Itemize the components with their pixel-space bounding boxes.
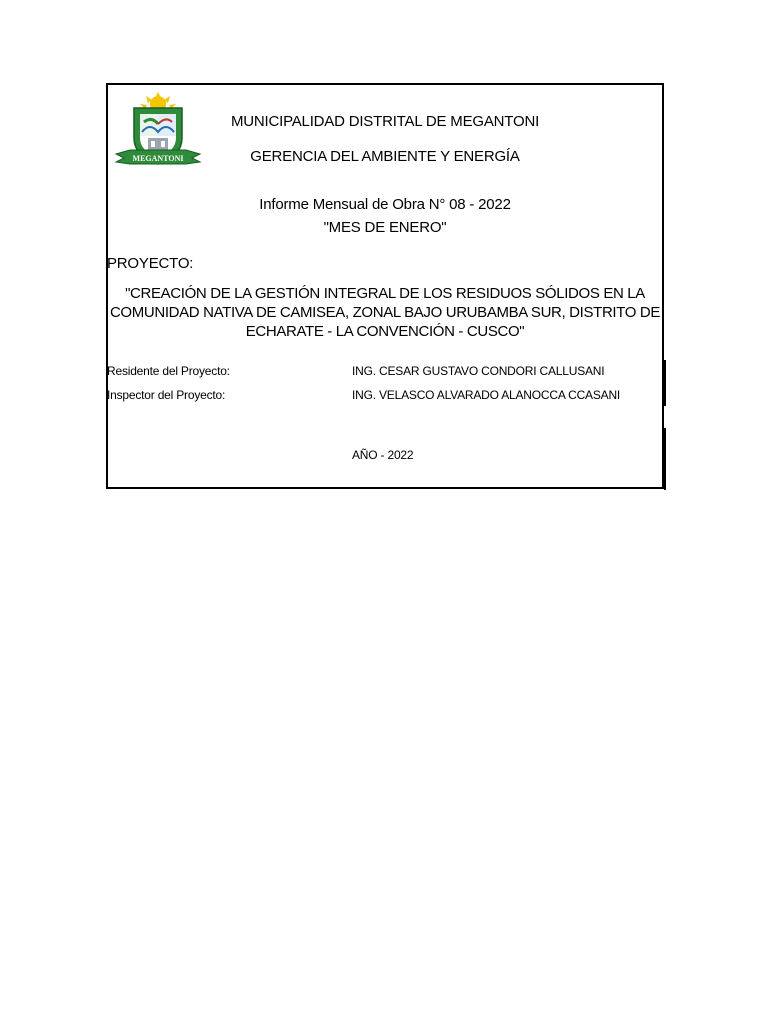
frame-edge-segment <box>664 428 666 490</box>
megantoni-logo <box>112 92 204 172</box>
inspector-name: ING. VELASCO ALVARADO ALANOCCA CCASANI <box>352 388 621 402</box>
institution-name: MUNICIPALIDAD DISTRITAL DE MEGANTONI <box>230 113 540 130</box>
resident-role: Residente del Proyecto: <box>107 364 230 378</box>
report-year: AÑO - 2022 <box>352 448 414 462</box>
project-label: PROYECTO: <box>107 255 194 272</box>
report-title: Informe Mensual de Obra N° 08 - 2022 <box>259 196 511 213</box>
logo-text: MEGANTONI <box>132 154 184 163</box>
resident-name: ING. CESAR GUSTAVO CONDORI CALLUSANI <box>352 364 605 378</box>
department-name: GERENCIA DEL AMBIENTE Y ENERGÍA <box>250 148 520 165</box>
inspector-role: Inspector del Proyecto: <box>107 388 226 402</box>
report-month: "MES DE ENERO" <box>323 219 447 236</box>
project-title: "CREACIÓN DE LA GESTIÓN INTEGRAL DE LOS RESIDUOS SÓLIDOS EN LA COMUNIDAD NATIVA DE CAMISEA, ZONAL BAJO URUBAMBA SUR, DISTRITO DE ECHARATE - LA CONVENCIÓN - CUSCO" <box>109 285 661 340</box>
frame-edge-segment <box>664 360 666 406</box>
